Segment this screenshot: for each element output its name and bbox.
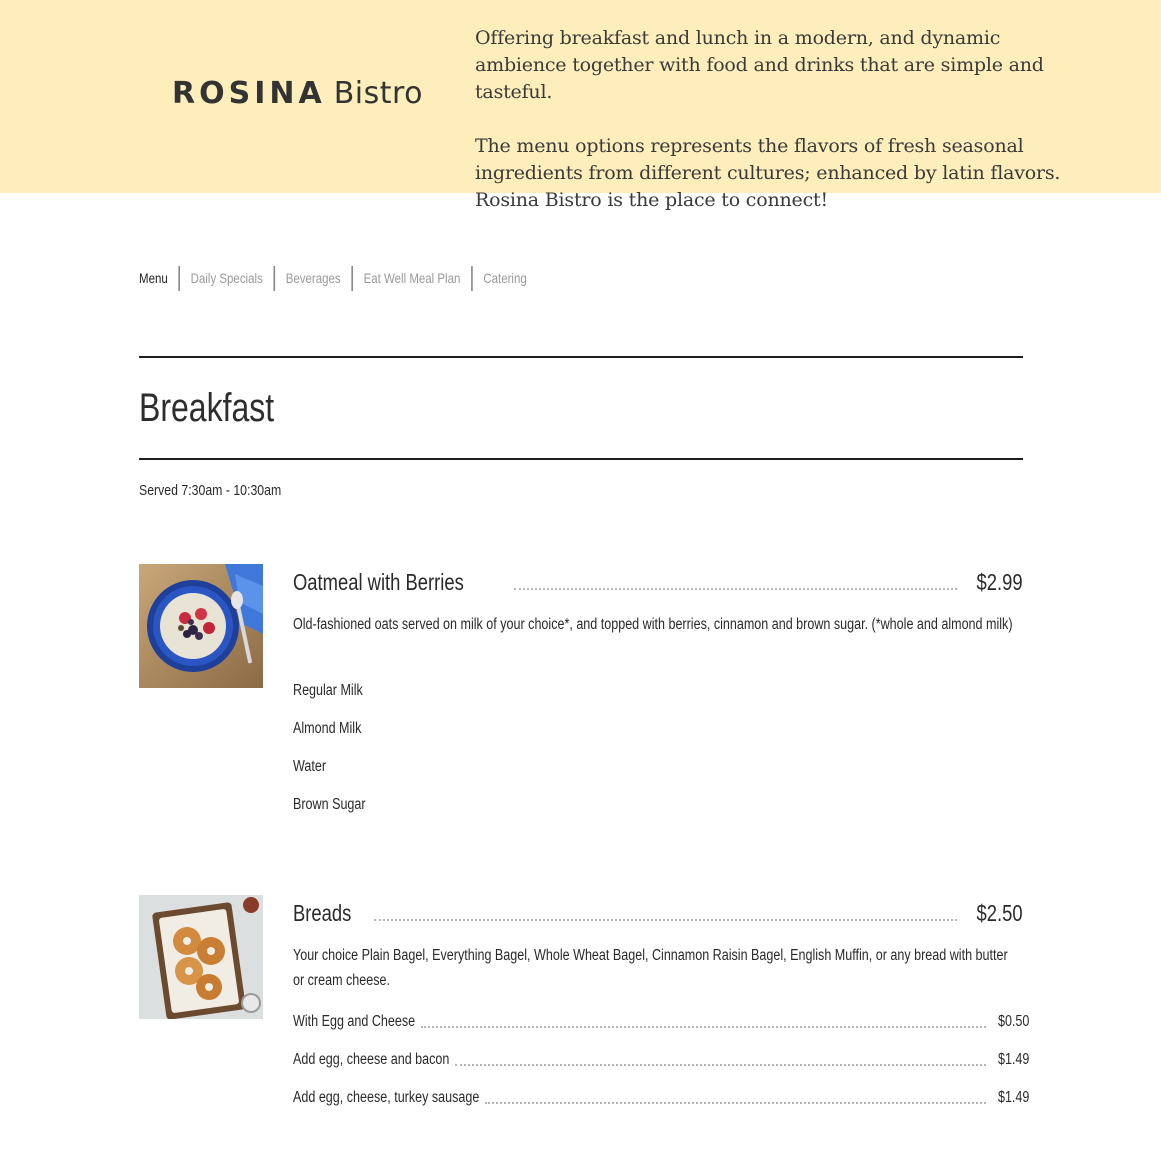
intro-paragraph: The menu options represents the flavors of fresh seasonal ingredients from different cultures; enhanced by latin flavors. Rosina Bistro is the place to connect! xyxy=(475,135,1061,211)
option-regular-milk[interactable]: Regular Milk xyxy=(293,682,363,699)
section-title: Breakfast xyxy=(139,386,275,430)
tab-catering[interactable]: Catering xyxy=(471,266,537,291)
item-description: Your choice Plain Bagel, Everything Bagel, Whole Wheat Bagel, Cinnamon Raisin Bagel, English Muffin, or any bread with butter or cream cheese. xyxy=(293,947,1008,989)
addon-row[interactable] xyxy=(293,1088,1029,1108)
section-divider-top xyxy=(139,356,1023,358)
logo-name-bold: ROSINA xyxy=(172,76,326,111)
addon-row[interactable] xyxy=(293,1050,1029,1070)
item-description: Old-fashioned oats served on milk of your choice*, and topped with berries, cinnamon and brown sugar. (*whole and almond milk) xyxy=(293,616,1013,633)
item-name: Breads xyxy=(293,900,352,926)
item-name: Oatmeal with Berries xyxy=(293,569,464,595)
logo-name-light: Bistro xyxy=(333,76,424,111)
addon-row[interactable] xyxy=(293,1012,1029,1032)
dot-leader xyxy=(485,1102,985,1104)
dot-leader xyxy=(514,588,957,590)
tab-menu[interactable]: Menu xyxy=(139,270,168,286)
addon-price: $0.50 xyxy=(997,1013,1029,1030)
dot-leader xyxy=(455,1064,985,1066)
option-water[interactable]: Water xyxy=(293,758,327,775)
intro-paragraph: Offering breakfast and lunch in a modern, and dynamic ambience together with food and drinks that are simple and tasteful. xyxy=(475,27,1044,103)
addon-price: $1.49 xyxy=(997,1089,1029,1106)
site-logo[interactable] xyxy=(172,74,423,114)
addon-name: With Egg and Cheese xyxy=(293,1013,416,1030)
tab-daily-specials[interactable]: Daily Specials xyxy=(178,266,273,291)
item-price: $2.99 xyxy=(976,569,1023,595)
addon-name: Add egg, cheese and bacon xyxy=(293,1051,450,1068)
tab-beverages[interactable]: Beverages xyxy=(273,266,351,291)
dot-leader xyxy=(374,919,958,921)
item-price: $2.50 xyxy=(976,900,1023,926)
oatmeal-photo xyxy=(139,564,263,688)
breads-photo xyxy=(139,895,263,1019)
tab-eat-well-meal-plan[interactable]: Eat Well Meal Plan xyxy=(351,266,471,291)
addon-name: Add egg, cheese, turkey sausage xyxy=(293,1089,480,1106)
option-almond-milk[interactable]: Almond Milk xyxy=(293,720,362,737)
site-header xyxy=(0,0,1161,211)
option-brown-sugar[interactable]: Brown Sugar xyxy=(293,796,366,813)
menu-tabs xyxy=(139,266,537,291)
intro-text xyxy=(475,25,1075,214)
dot-leader xyxy=(421,1026,985,1028)
menu-item-header xyxy=(293,565,1023,599)
served-hours: Served 7:30am - 10:30am xyxy=(139,482,282,499)
menu-item-header xyxy=(293,896,1023,930)
addon-price: $1.49 xyxy=(997,1051,1029,1068)
section-divider-bottom xyxy=(139,458,1023,460)
